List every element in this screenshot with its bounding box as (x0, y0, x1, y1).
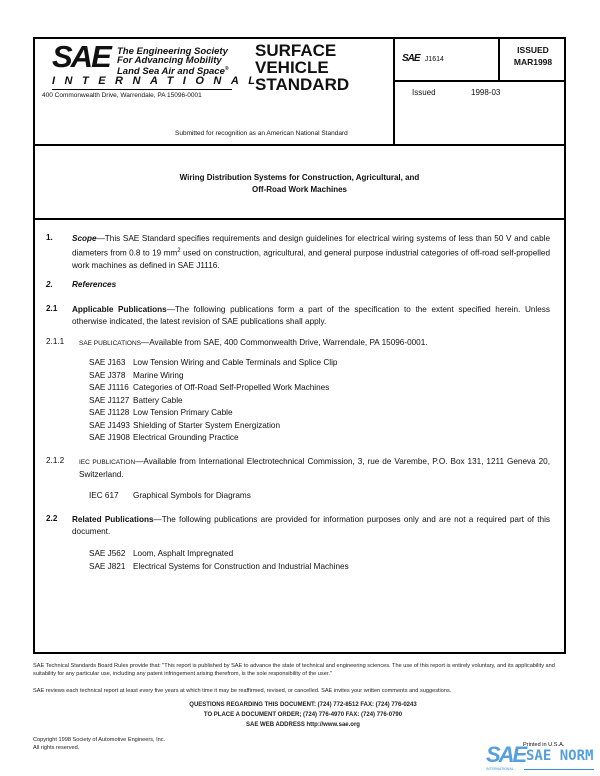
ref-title: Electrical Systems for Construction and Industrial Machines (133, 561, 349, 571)
ref-title: Low Tension Primary Cable (133, 408, 233, 417)
sae-publications-paragraph (79, 337, 550, 350)
printed-in: Printed in U.S.A. (523, 742, 565, 748)
document-title (33, 172, 566, 196)
rights-line: All rights reserved. (33, 745, 80, 751)
watermark-sub: INTERNATIONAL (486, 767, 514, 771)
questions-line: QUESTIONS REGARDING THIS DOCUMENT: (724) 772-8512 FAX: (724) 776-0243 (189, 702, 417, 708)
applicable-heading: Applicable Publications (72, 305, 167, 314)
issued-badge-line: MAR1998 (513, 57, 553, 67)
list-item (89, 396, 183, 405)
contact-block (33, 700, 573, 730)
doc-type (255, 42, 349, 93)
applicable-text: —The following publications form a part of the specification to the extent specified herein. Unless otherwise indicated, the latest revision of SAE publications shall apply. (72, 305, 550, 326)
order-line: TO PLACE A DOCUMENT ORDER; (724) 776-4970 FAX: (724) 776-0790 (203, 712, 403, 718)
header-vline-2 (498, 37, 500, 81)
references-heading: References (72, 280, 117, 289)
iec-publication-heading: IEC PUBLICATION (79, 459, 136, 466)
section-number: 2.1.2 (46, 456, 65, 465)
submitted-note: Submitted for recognition as an American National Standard (175, 130, 348, 137)
watermark-text: SAE NORM (526, 748, 594, 764)
doc-type-line: SURFACE (255, 41, 337, 60)
superscript: 2 (177, 248, 181, 254)
section-number: 2.1 (46, 304, 58, 313)
header-cell-divider (393, 80, 566, 82)
list-item (89, 562, 349, 571)
ref-code: SAE J1908 (89, 433, 130, 442)
tagline-line: Land Sea Air and Space (117, 66, 225, 78)
watermark-rule (524, 769, 594, 770)
tagline-line: For Advancing Mobility (117, 55, 222, 66)
title-divider (33, 218, 566, 220)
scope-text: —This SAE Standard specifies requirements and design guidelines for electrical wiring systems of less than 50 V and cable diameters from 0.8 to 19 mm (72, 234, 550, 258)
ref-title: Graphical Symbols for Diagrams (133, 491, 251, 500)
ref-title: Low Tension Wiring and Cable Terminals and Splice Clip (133, 358, 338, 367)
international-wordmark: INTERNATIONAL (52, 75, 265, 87)
watermark-logo: SAE (486, 742, 526, 767)
logo-rule (52, 89, 232, 90)
list-item (89, 371, 184, 380)
list-item (89, 433, 239, 442)
related-paragraph (72, 514, 550, 538)
ref-title: Electrical Grounding Practice (133, 433, 239, 442)
web-address[interactable]: SAE WEB ADDRESS http://www.sae.org (246, 722, 360, 728)
sae-norm-watermark (486, 742, 596, 774)
ref-code: SAE J378 (89, 370, 126, 380)
ref-code: SAE J1493 (89, 420, 130, 430)
rules-disclaimer: SAE Technical Standards Board Rules provide that: "This report is published by SAE to advance the state of technical and engineering sciences. The use of this report is entirely voluntary, and its applicability and suitability for any particular use, including any patent infringement arising therefrom, is the sole responsibility of the user." (33, 663, 555, 677)
ref-code: SAE J163 (89, 358, 126, 367)
section-number: 2. (46, 280, 53, 289)
ref-title: Categories of Off-Road Self-Propelled Work Machines (133, 383, 330, 392)
list-item (89, 383, 329, 392)
ref-code: SAE J1128 (89, 408, 130, 417)
iec-publication-paragraph (79, 456, 550, 481)
ref-code: SAE J821 (89, 561, 126, 571)
ref-code: SAE J562 (89, 549, 126, 558)
scope-text: used on construction, agricultural, and general purpose industrial categories of off-road self-propelled work machines as defined in SAE J1116. (72, 248, 550, 270)
issued-date: 1998-03 (471, 88, 501, 97)
doc-sae-logo: SAE (402, 53, 420, 64)
applicable-paragraph (72, 304, 550, 328)
sae-logo: SAE (52, 39, 110, 74)
issued-badge (502, 44, 564, 68)
header-divider (33, 144, 566, 146)
section-number: 2.1.1 (46, 337, 65, 346)
doc-type-line: VEHICLE (255, 58, 329, 77)
issued-badge-line: ISSUED (517, 45, 549, 55)
registered-mark: ® (224, 66, 229, 72)
doc-number-text: J1614 (424, 56, 444, 63)
related-text: —The following publications are provided for information purposes only and are not a required part of this document. (72, 515, 551, 536)
review-note: SAE reviews each technical report at least every five years at which time it may be reaffirmed, revised, or cancelled. SAE invites your written comments and suggestions. (33, 688, 452, 694)
copyright-line: Copyright 1998 Society of Automotive Engineers, Inc. (33, 737, 166, 743)
scope-heading: Scope (72, 234, 97, 243)
doc-number (402, 53, 444, 64)
sae-publications-heading: SAE PUBLICATIONS (79, 340, 142, 347)
header-vline-1 (393, 37, 395, 145)
scope-paragraph (72, 233, 550, 272)
list-item (89, 491, 251, 500)
tagline (117, 47, 229, 76)
related-heading: Related Publications (72, 515, 154, 524)
address: 400 Commonwealth Drive, Warrendale, PA 15096-0001 (42, 92, 202, 99)
issued-label: Issued (412, 88, 436, 97)
iec-publication-text: —Available from International Electrotechnical Commission, 3, rue de Varembe, P.O. Box 131, 1211 Geneva 20, Switzerland. (79, 457, 550, 479)
list-item (89, 358, 338, 367)
tagline-line: The Engineering Society (117, 46, 228, 57)
list-item (89, 408, 233, 417)
section-number: 2.2 (46, 514, 58, 523)
sae-publications-text: —Available from SAE, 400 Commonwealth Drive, Warrendale, PA 15096-0001. (141, 338, 428, 347)
list-item (89, 549, 233, 558)
ref-title: Marine Wiring (133, 370, 184, 380)
ref-title: Battery Cable (133, 395, 183, 405)
ref-code: SAE J1127 (89, 395, 130, 405)
title-line: Wiring Distribution Systems for Construction, Agricultural, and (179, 173, 420, 182)
list-item (89, 421, 280, 430)
ref-code: SAE J1116 (89, 383, 129, 392)
ref-code: IEC 617 (89, 491, 119, 500)
doc-type-line: STANDARD (255, 75, 350, 94)
title-line: Off-Road Work Machines (252, 185, 347, 194)
ref-title: Shielding of Starter System Energization (133, 420, 280, 430)
section-number: 1. (46, 233, 53, 242)
ref-title: Loom, Asphalt Impregnated (133, 549, 234, 558)
